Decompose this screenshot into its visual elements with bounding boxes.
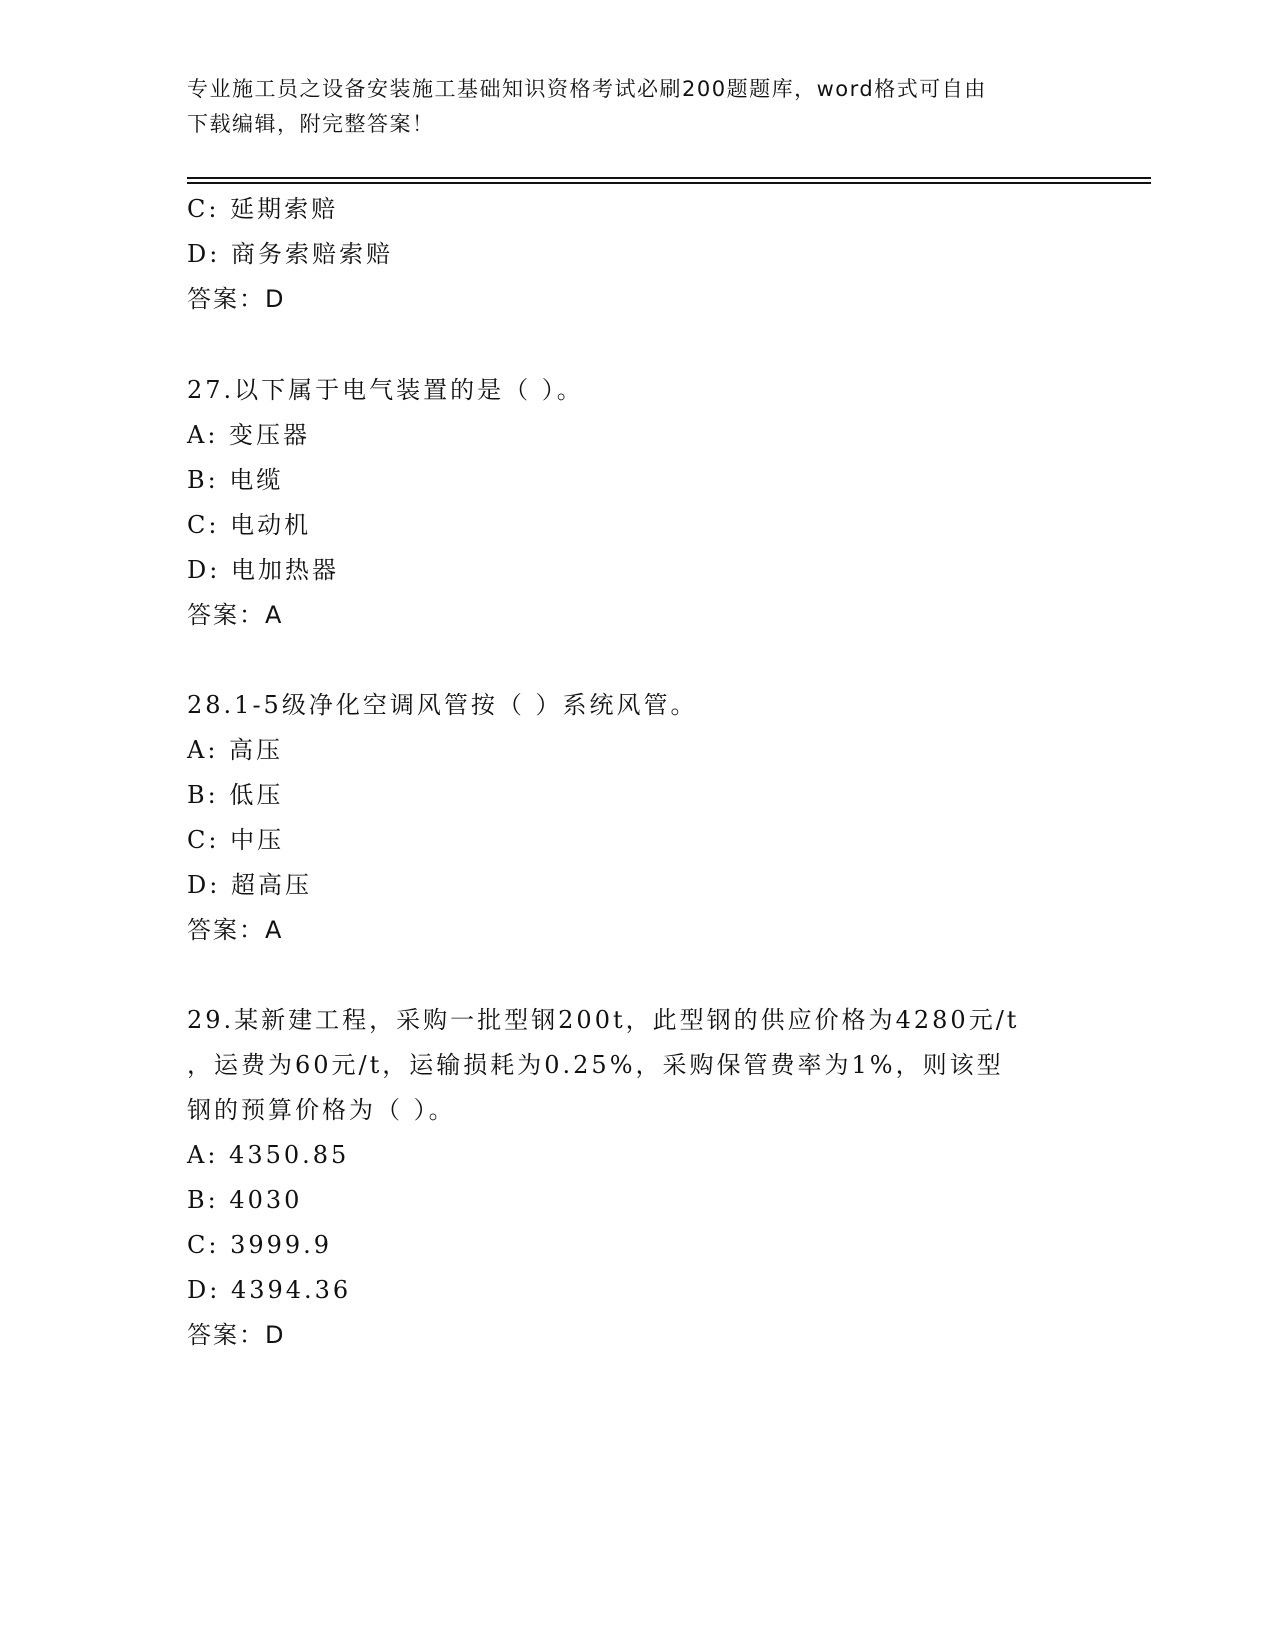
q27-option-a: A: 变压器 — [187, 421, 311, 449]
q29-answer: 答案：D — [187, 1321, 286, 1349]
q27-question: 27.以下属于电气装置的是（ ）。 — [187, 376, 584, 404]
q28-answer: 答案：A — [187, 916, 284, 944]
q28-option-c: C: 中压 — [187, 826, 285, 854]
q27-option-c: C: 电动机 — [187, 511, 312, 539]
q29-question-line-2: ，运费为60元/t，运输损耗为0.25%，采购保管费率为1%，则该型 — [187, 1051, 1004, 1079]
q28-option-b: B: 低压 — [187, 781, 284, 809]
header-line-2: 下载编辑，附完整答案！ — [187, 112, 435, 136]
q26-option-d: D: 商务索赔索赔 — [187, 240, 393, 268]
q28-question: 28.1-5级净化空调风管按（ ）系统风管。 — [187, 691, 698, 719]
q28-option-a: A: 高压 — [187, 736, 284, 764]
document-header — [187, 72, 1087, 142]
q27-answer: 答案：A — [187, 601, 284, 629]
header-divider-bottom — [187, 182, 1151, 184]
q26-answer: 答案：D — [187, 285, 286, 313]
q26-option-c: C: 延期索赔 — [187, 195, 339, 223]
q29-option-a: A: 4350.85 — [187, 1141, 350, 1169]
q29-question-line-1: 29.某新建工程，采购一批型钢200t，此型钢的供应价格为4280元/t — [187, 1006, 1020, 1034]
q29-option-d: D: 4394.36 — [187, 1276, 352, 1304]
q29-option-b: B: 4030 — [187, 1186, 303, 1214]
q29-question-line-3: 钢的预算价格为（ ）。 — [187, 1096, 456, 1124]
q27-option-b: B: 电缆 — [187, 466, 284, 494]
q27-option-d: D: 电加热器 — [187, 556, 339, 584]
q28-option-d: D: 超高压 — [187, 871, 312, 899]
q29-option-c: C: 3999.9 — [187, 1231, 333, 1259]
header-line-1: 专业施工员之设备安装施工基础知识资格考试必刷200题题库，word格式可自由 — [187, 77, 987, 101]
header-divider-top — [187, 177, 1151, 179]
